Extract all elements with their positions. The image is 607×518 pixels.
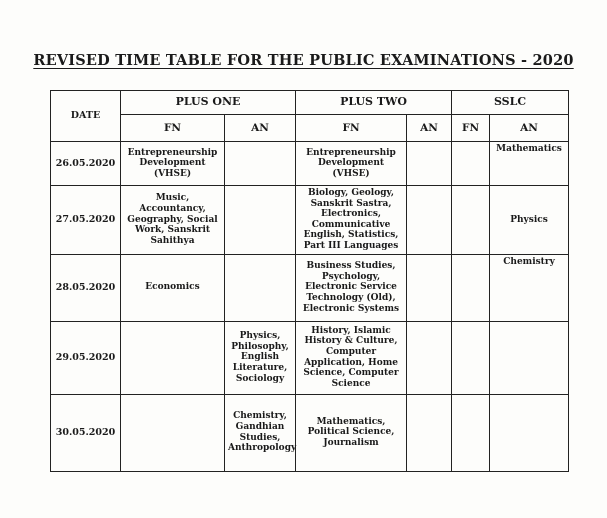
plus-two-an-cell <box>407 254 452 321</box>
header-plus-one: PLUS ONE <box>121 91 296 115</box>
sslc-an-cell: Chemistry <box>490 254 569 321</box>
plus-two-fn-cell: History, Islamic History & Culture, Computer Application, Home Science, Computer Science <box>296 321 407 394</box>
header-plus-two-fn: FN <box>296 115 407 142</box>
plus-one-fn-cell: Music, Accountancy, Geography, Social Work, Sanskrit Sahithya <box>121 186 225 255</box>
plus-one-fn-cell: Entrepreneurship Development (VHSE) <box>121 142 225 186</box>
plus-one-fn-cell <box>121 394 225 471</box>
row-date: 26.05.2020 <box>51 142 121 186</box>
header-plus-one-an: AN <box>225 115 296 142</box>
table-row <box>51 142 569 186</box>
plus-two-fn-cell: Entrepreneurship Development (VHSE) <box>296 142 407 186</box>
sslc-fn-cell <box>452 186 490 255</box>
row-date: 30.05.2020 <box>51 394 121 471</box>
plus-one-an-cell: Physics, Philosophy, English Literature, Sociology <box>225 321 296 394</box>
sslc-an-cell <box>490 321 569 394</box>
plus-one-fn-cell: Economics <box>121 254 225 321</box>
plus-two-an-cell <box>407 142 452 186</box>
sslc-fn-cell <box>452 321 490 394</box>
sslc-an-cell: Physics <box>490 186 569 255</box>
header-sslc-an: AN <box>490 115 569 142</box>
timetable <box>50 90 569 472</box>
plus-one-an-cell: Chemistry, Gandhian Studies, Anthropology <box>225 394 296 471</box>
table-row <box>51 321 569 394</box>
plus-two-fn-cell: Mathematics, Political Science, Journalism <box>296 394 407 471</box>
sslc-fn-cell <box>452 142 490 186</box>
header-sslc: SSLC <box>452 91 569 115</box>
sslc-an-cell <box>490 394 569 471</box>
table-row <box>51 186 569 255</box>
sslc-an-cell: Mathematics <box>490 142 569 186</box>
row-date: 27.05.2020 <box>51 186 121 255</box>
row-date: 29.05.2020 <box>51 321 121 394</box>
row-date: 28.05.2020 <box>51 254 121 321</box>
plus-two-an-cell <box>407 321 452 394</box>
plus-two-an-cell <box>407 394 452 471</box>
plus-two-an-cell <box>407 186 452 255</box>
header-sslc-fn: FN <box>452 115 490 142</box>
sslc-fn-cell <box>452 394 490 471</box>
plus-two-fn-cell: Biology, Geology, Sanskrit Sastra, Electronics, Communicative English, Statistics, Part III Languages <box>296 186 407 255</box>
page-title <box>0 52 607 69</box>
title-text: REVISED TIME TABLE FOR THE PUBLIC EXAMINATIONS - 2020 <box>33 52 574 69</box>
header-date: DATE <box>51 91 121 142</box>
header-row-sessions <box>51 115 569 142</box>
plus-two-fn-cell: Business Studies, Psychology, Electronic Service Technology (Old), Electronic Systems <box>296 254 407 321</box>
sslc-fn-cell <box>452 254 490 321</box>
header-plus-two-an: AN <box>407 115 452 142</box>
table-row <box>51 394 569 471</box>
header-row-groups <box>51 91 569 115</box>
plus-one-an-cell <box>225 254 296 321</box>
plus-one-fn-cell <box>121 321 225 394</box>
header-plus-one-fn: FN <box>121 115 225 142</box>
plus-one-an-cell <box>225 186 296 255</box>
table-row <box>51 254 569 321</box>
plus-one-an-cell <box>225 142 296 186</box>
header-plus-two: PLUS TWO <box>296 91 452 115</box>
